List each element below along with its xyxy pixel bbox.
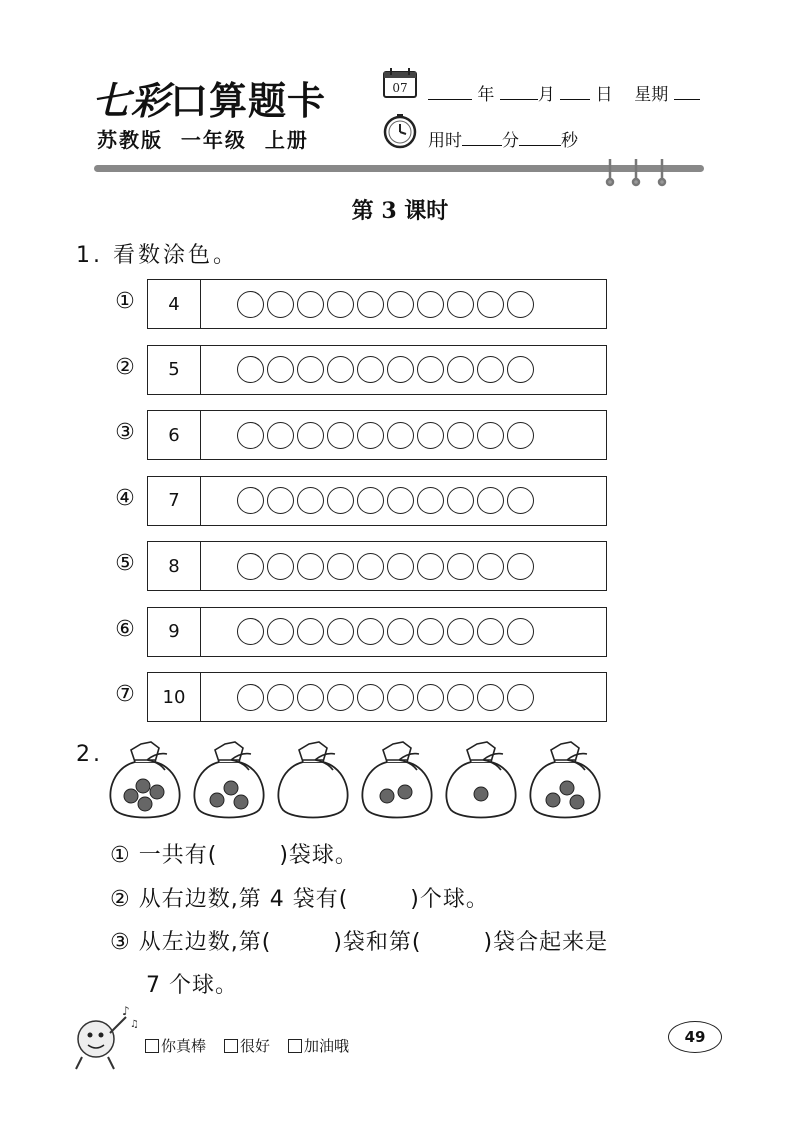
year-blank[interactable] bbox=[428, 83, 472, 100]
color-circle[interactable] bbox=[357, 553, 384, 580]
color-circle[interactable] bbox=[447, 291, 474, 318]
color-circle[interactable] bbox=[237, 553, 264, 580]
color-circle[interactable] bbox=[327, 553, 354, 580]
minutes-label: 分 bbox=[502, 131, 519, 151]
color-circle[interactable] bbox=[477, 356, 504, 383]
color-circle[interactable] bbox=[237, 291, 264, 318]
color-circle[interactable] bbox=[237, 487, 264, 514]
edition-label: 苏教版 一年级 上册 bbox=[97, 128, 309, 152]
ball bbox=[224, 781, 238, 795]
color-circle[interactable] bbox=[267, 684, 294, 711]
color-circle[interactable] bbox=[327, 684, 354, 711]
color-circle[interactable] bbox=[477, 684, 504, 711]
sub3-text-b: )袋和第( bbox=[333, 930, 422, 955]
color-circle[interactable] bbox=[297, 618, 324, 645]
rating-label: 很好 bbox=[240, 1037, 271, 1055]
color-row bbox=[147, 279, 607, 329]
ball-bag bbox=[362, 742, 431, 818]
minutes-blank[interactable] bbox=[462, 129, 502, 146]
color-circle[interactable] bbox=[267, 356, 294, 383]
color-circle[interactable] bbox=[357, 684, 384, 711]
ball bbox=[560, 781, 574, 795]
color-circle[interactable] bbox=[447, 553, 474, 580]
color-circle[interactable] bbox=[507, 618, 534, 645]
color-circle[interactable] bbox=[237, 618, 264, 645]
ball bbox=[570, 795, 584, 809]
svg-text:♫: ♫ bbox=[130, 1019, 139, 1030]
row-marker: ⑤ bbox=[115, 551, 135, 576]
color-circle[interactable] bbox=[387, 422, 414, 449]
target-number: 9 bbox=[148, 608, 201, 656]
color-row bbox=[147, 476, 607, 526]
color-circle[interactable] bbox=[327, 291, 354, 318]
color-circle[interactable] bbox=[267, 618, 294, 645]
ball-bag bbox=[278, 742, 347, 818]
circle-group bbox=[201, 477, 606, 525]
circle-group bbox=[201, 346, 606, 394]
color-circle[interactable] bbox=[417, 618, 444, 645]
binder-pins-icon bbox=[600, 157, 670, 187]
sub3-text-d: 7 个球。 bbox=[146, 973, 238, 998]
color-circle[interactable] bbox=[297, 487, 324, 514]
mascot-illustration-icon bbox=[68, 1003, 138, 1073]
circle-group bbox=[201, 411, 606, 459]
rating-label: 加油哦 bbox=[304, 1037, 350, 1055]
color-circle[interactable] bbox=[447, 684, 474, 711]
seconds-label: 秒 bbox=[561, 131, 578, 151]
color-circle[interactable] bbox=[477, 618, 504, 645]
color-circle[interactable] bbox=[387, 553, 414, 580]
calendar-icon bbox=[382, 67, 418, 99]
day-blank[interactable] bbox=[560, 83, 590, 100]
color-row bbox=[147, 607, 607, 657]
color-circle[interactable] bbox=[507, 553, 534, 580]
color-circle[interactable] bbox=[507, 291, 534, 318]
color-circle[interactable] bbox=[447, 422, 474, 449]
q2-sub3 bbox=[110, 925, 608, 956]
checkbox-icon[interactable] bbox=[145, 1039, 159, 1053]
color-circle[interactable] bbox=[357, 356, 384, 383]
circle-group bbox=[201, 673, 606, 721]
color-circle[interactable] bbox=[477, 487, 504, 514]
target-number: 4 bbox=[148, 280, 201, 328]
page-number: 49 bbox=[668, 1021, 722, 1053]
color-circle[interactable] bbox=[387, 487, 414, 514]
color-circle[interactable] bbox=[477, 291, 504, 318]
color-circle[interactable] bbox=[387, 291, 414, 318]
color-circle[interactable] bbox=[267, 487, 294, 514]
sub2-marker: ② bbox=[110, 887, 131, 912]
ball bbox=[136, 779, 150, 793]
rating-option[interactable] bbox=[288, 1035, 349, 1056]
color-circle[interactable] bbox=[357, 422, 384, 449]
ball bbox=[380, 789, 394, 803]
sub1-text-a: 一共有( bbox=[138, 843, 218, 868]
ball bbox=[474, 787, 488, 801]
color-circle[interactable] bbox=[297, 553, 324, 580]
color-circle[interactable] bbox=[327, 487, 354, 514]
weekday-blank[interactable] bbox=[674, 83, 700, 100]
color-circle[interactable] bbox=[357, 618, 384, 645]
target-number: 7 bbox=[148, 477, 201, 525]
color-circle[interactable] bbox=[267, 422, 294, 449]
color-circle[interactable] bbox=[507, 487, 534, 514]
circle-group bbox=[201, 542, 606, 590]
color-circle[interactable] bbox=[417, 356, 444, 383]
color-circle[interactable] bbox=[297, 291, 324, 318]
color-row bbox=[147, 345, 607, 395]
ball bbox=[546, 793, 560, 807]
color-circle[interactable] bbox=[267, 291, 294, 318]
color-circle[interactable] bbox=[417, 487, 444, 514]
checkbox-icon[interactable] bbox=[288, 1039, 302, 1053]
color-circle[interactable] bbox=[327, 618, 354, 645]
color-circle[interactable] bbox=[477, 422, 504, 449]
rating-option[interactable] bbox=[145, 1035, 206, 1056]
sub2-text-a: 从右边数,第 4 袋有( bbox=[138, 887, 349, 912]
ball bbox=[210, 793, 224, 807]
month-label: 月 bbox=[537, 85, 555, 105]
year-label: 年 bbox=[477, 85, 495, 105]
row-marker: ② bbox=[115, 354, 135, 380]
row-marker: ③ bbox=[115, 420, 135, 445]
time-fields bbox=[428, 126, 578, 151]
target-number: 6 bbox=[148, 411, 201, 459]
ball bbox=[234, 795, 248, 809]
q2-sub1 bbox=[110, 838, 358, 869]
sub3-text-a: 从左边数,第( bbox=[138, 930, 272, 955]
color-circle[interactable] bbox=[507, 422, 534, 449]
ball-bag bbox=[530, 742, 599, 818]
ball-bag bbox=[110, 742, 179, 818]
month-blank[interactable] bbox=[500, 83, 538, 100]
circle-group bbox=[201, 280, 606, 328]
color-row bbox=[147, 672, 607, 722]
ball bbox=[124, 789, 138, 803]
ball-bag bbox=[446, 742, 515, 818]
row-marker: ⑥ bbox=[115, 616, 135, 642]
color-circle[interactable] bbox=[417, 684, 444, 711]
color-circle[interactable] bbox=[237, 422, 264, 449]
color-circle[interactable] bbox=[447, 356, 474, 383]
sub1-marker: ① bbox=[110, 843, 131, 868]
color-circle[interactable] bbox=[387, 684, 414, 711]
time-used-label: 用时 bbox=[428, 131, 462, 151]
svg-text:♪: ♪ bbox=[122, 1004, 130, 1018]
clock-icon bbox=[382, 113, 418, 149]
color-circle[interactable] bbox=[477, 553, 504, 580]
color-circle[interactable] bbox=[387, 618, 414, 645]
calendar-day: 07 bbox=[392, 81, 408, 95]
color-circle[interactable] bbox=[417, 422, 444, 449]
target-number: 8 bbox=[148, 542, 201, 590]
color-circle[interactable] bbox=[237, 684, 264, 711]
date-fields bbox=[428, 80, 700, 105]
target-number: 5 bbox=[148, 346, 201, 394]
color-circle[interactable] bbox=[507, 684, 534, 711]
self-rating-options bbox=[145, 1035, 349, 1056]
ball-bag bbox=[194, 742, 263, 818]
color-circle[interactable] bbox=[447, 487, 474, 514]
color-circle[interactable] bbox=[507, 356, 534, 383]
color-circle[interactable] bbox=[297, 356, 324, 383]
day-label: 日 bbox=[595, 85, 613, 105]
circle-group bbox=[201, 608, 606, 656]
color-circle[interactable] bbox=[297, 422, 324, 449]
color-circle[interactable] bbox=[387, 356, 414, 383]
color-circle[interactable] bbox=[357, 291, 384, 318]
color-circle[interactable] bbox=[327, 422, 354, 449]
ball-bags bbox=[105, 738, 615, 820]
color-circle[interactable] bbox=[447, 618, 474, 645]
ball bbox=[398, 785, 412, 799]
brand-logo bbox=[92, 70, 326, 125]
color-circle[interactable] bbox=[237, 356, 264, 383]
row-marker: ⑦ bbox=[115, 682, 135, 707]
weekday-label: 星期 bbox=[634, 85, 669, 105]
q2-heading: 2. bbox=[76, 742, 103, 767]
color-circle[interactable] bbox=[417, 291, 444, 318]
sub1-text-b: )袋球。 bbox=[279, 843, 358, 868]
row-marker: ① bbox=[115, 289, 135, 314]
brand-title: 口算题卡 bbox=[170, 79, 327, 123]
sub2-text-b: )个球。 bbox=[410, 887, 489, 912]
color-circle[interactable] bbox=[417, 553, 444, 580]
ball bbox=[150, 785, 164, 799]
color-circle[interactable] bbox=[327, 356, 354, 383]
sub3-text-c: )袋合起来是 bbox=[483, 930, 609, 955]
q2-sub2 bbox=[110, 882, 489, 913]
color-row bbox=[147, 541, 607, 591]
row-marker: ④ bbox=[115, 485, 135, 511]
sub3-marker: ③ bbox=[110, 930, 131, 955]
color-circle[interactable] bbox=[357, 487, 384, 514]
target-number: 10 bbox=[148, 673, 201, 721]
lesson-title: 第 3 课时 bbox=[351, 198, 449, 224]
rating-option[interactable] bbox=[224, 1035, 270, 1056]
color-row bbox=[147, 410, 607, 460]
seconds-blank[interactable] bbox=[519, 129, 561, 146]
color-circle[interactable] bbox=[267, 553, 294, 580]
q1-heading: 1. 看数涂色。 bbox=[76, 243, 238, 268]
color-circle[interactable] bbox=[297, 684, 324, 711]
ball bbox=[138, 797, 152, 811]
brand-prefix: 七彩 bbox=[92, 78, 171, 123]
checkbox-icon[interactable] bbox=[224, 1039, 238, 1053]
rating-label: 你真棒 bbox=[161, 1037, 207, 1055]
